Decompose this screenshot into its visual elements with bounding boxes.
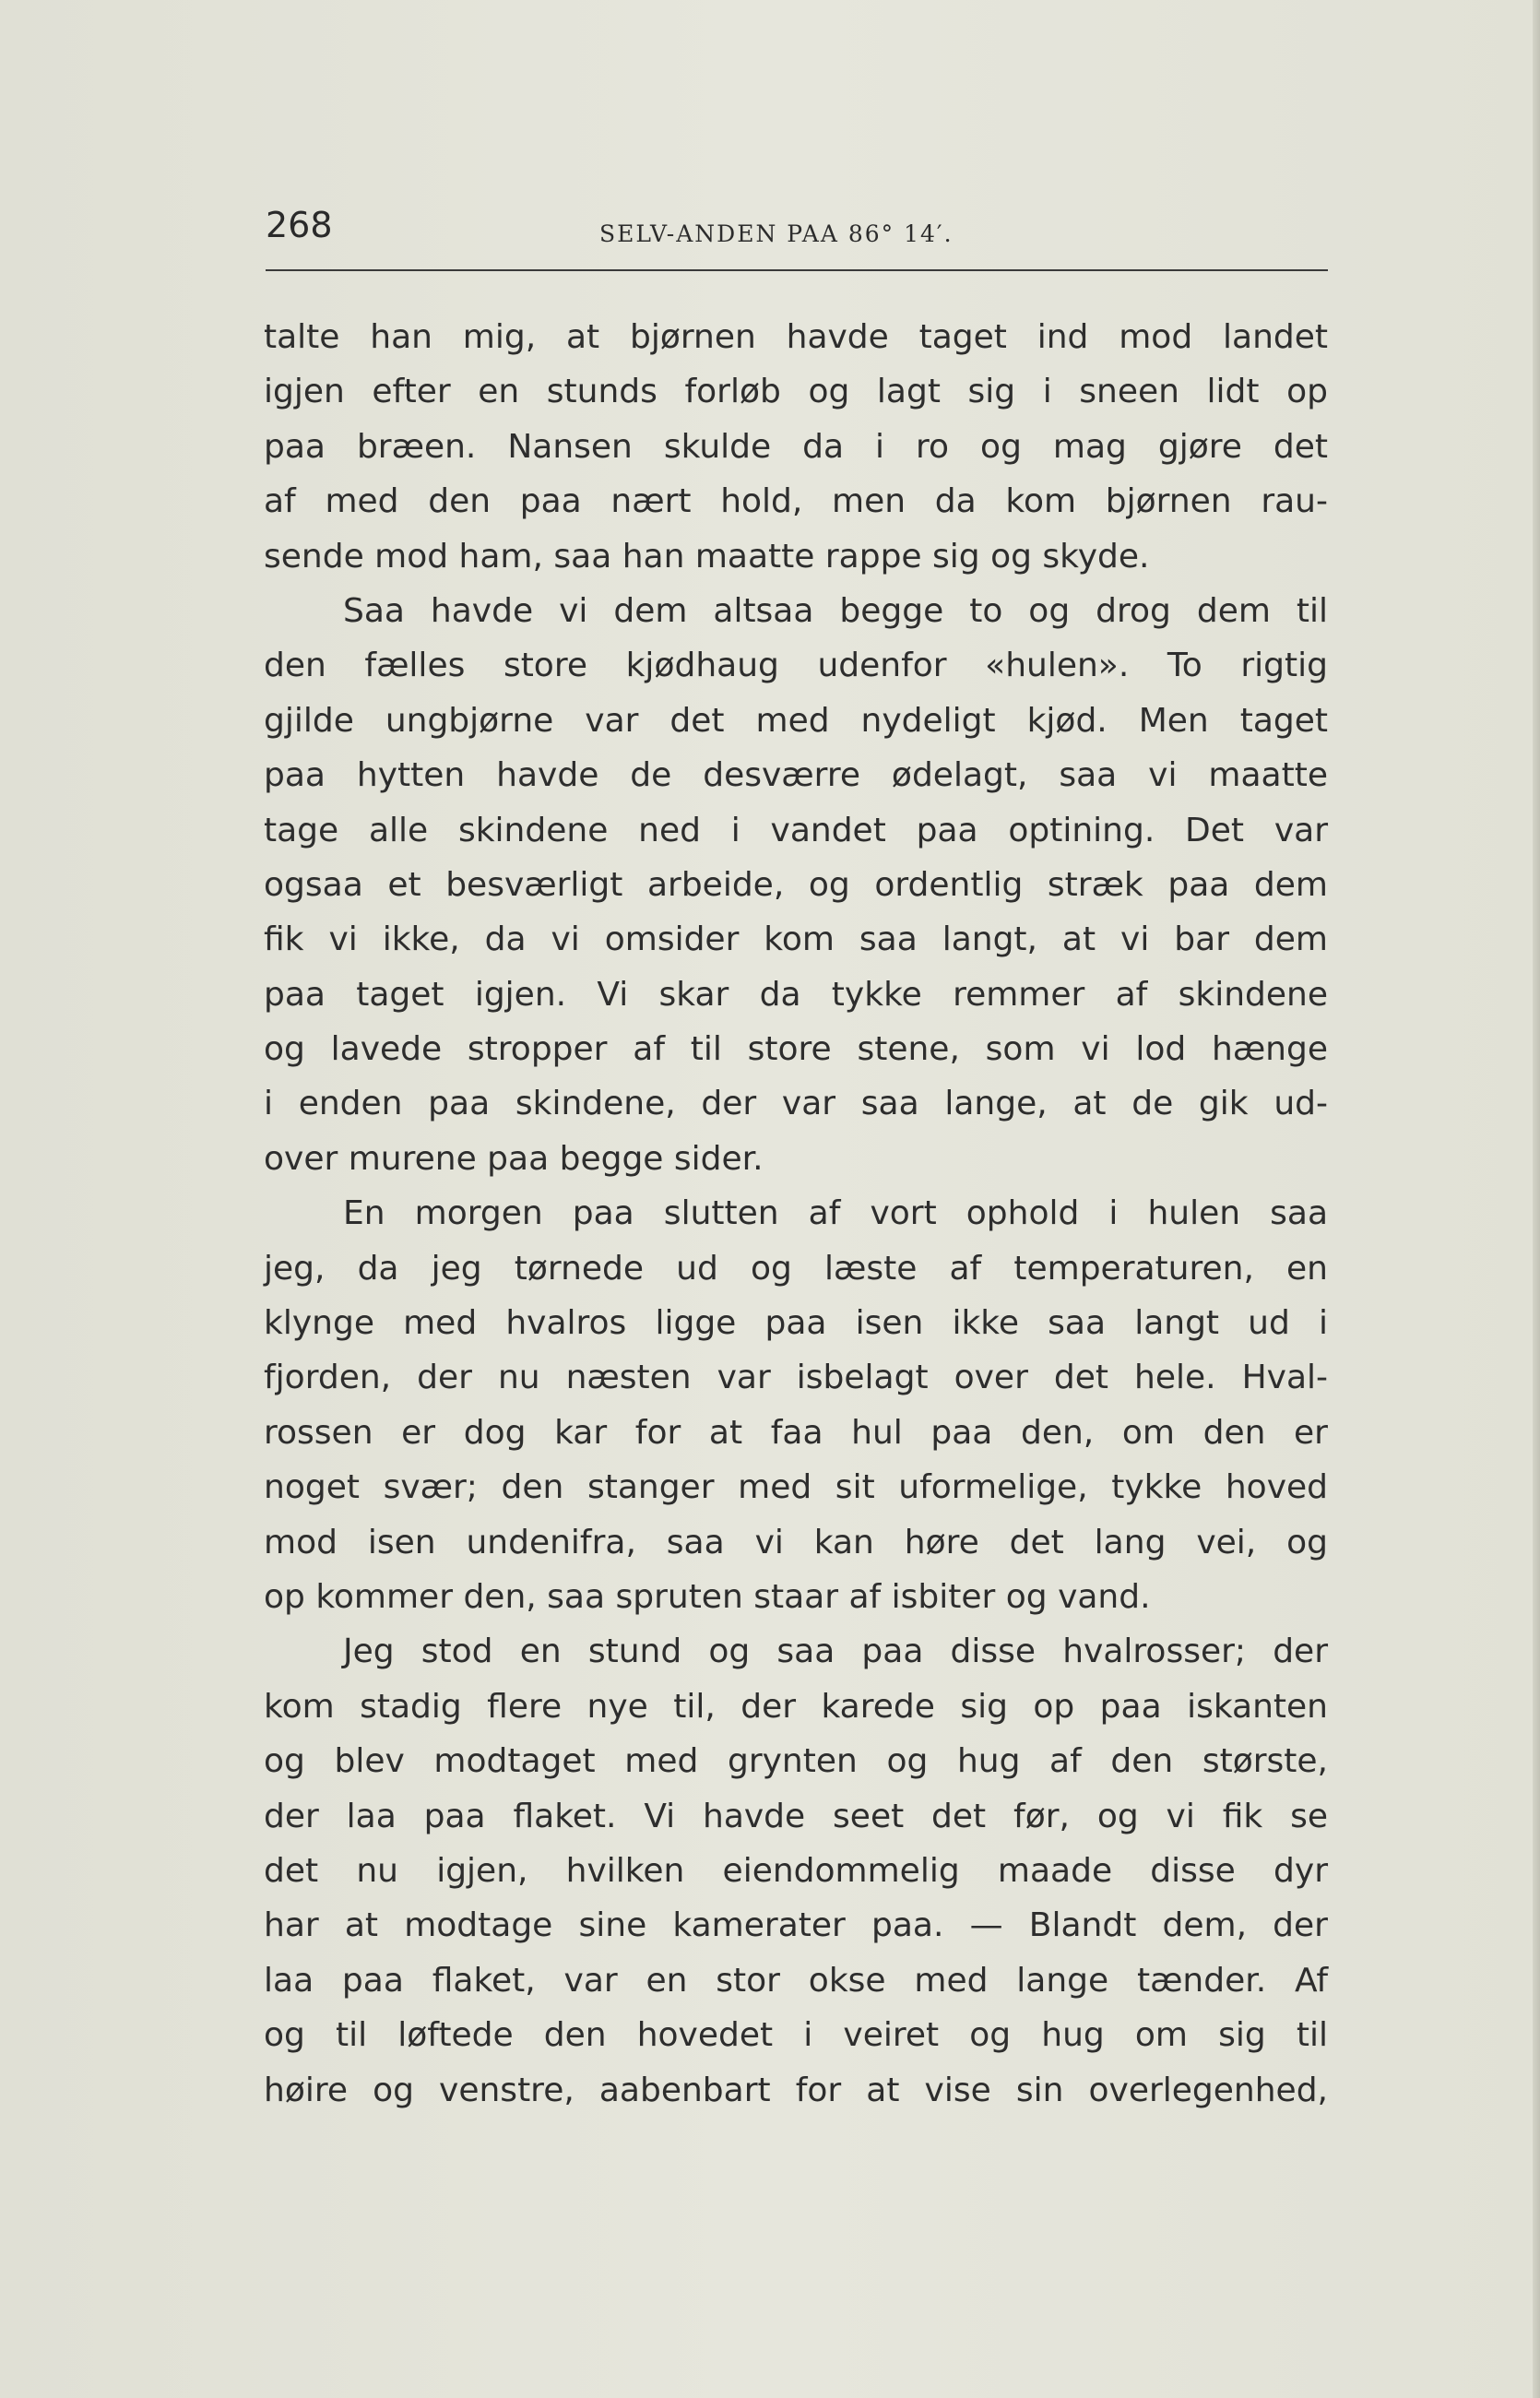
text-line: ogsaa et besværligt arbeide, og ordentlig stræk paa dem (264, 865, 1328, 904)
text-line: paa hytten havde de desværre ødelagt, saa vi maatte (264, 756, 1328, 795)
text-line: sende mod ham, saa han maatte rappe sig og skyde. (264, 537, 1150, 576)
body-text (264, 310, 1328, 2118)
text-line: fjorden, der nu næsten var isbelagt over det hele. Hval- (264, 1359, 1328, 1397)
text-line: laa paa flaket, var en stor okse med lange tænder. Af (264, 1961, 1328, 2000)
text-line: rossen er dog kar for at faa hul paa den, om den er (264, 1413, 1328, 1452)
text-line: jeg, da jeg tørnede ud og læste af temperaturen, en (264, 1249, 1328, 1288)
text-line: op kommer den, saa spruten staar af isbiter og vand. (264, 1577, 1151, 1616)
text-line: og lavede stropper af til store stene, som vi lod hænge (264, 1030, 1328, 1069)
text-line: tage alle skindene ned i vandet paa optining. Det var (264, 811, 1328, 849)
text-line: og blev modtaget med grynten og hug af den største, (264, 1742, 1328, 1781)
header-rule (266, 269, 1328, 271)
text-line: klynge med hvalros ligge paa isen ikke saa langt ud i (264, 1304, 1328, 1343)
text-line: mod isen undenifra, saa vi kan høre det lang vei, og (264, 1523, 1328, 1561)
text-line: fik vi ikke, da vi omsider kom saa langt, at vi bar dem (264, 920, 1328, 959)
text-line: paa taget igjen. Vi skar da tykke remmer af skindene (264, 975, 1328, 1014)
text-line: over murene paa begge sider. (264, 1139, 764, 1178)
text-line: kom stadig flere nye til, der karede sig op paa iskanten (264, 1687, 1328, 1726)
text-line: og til løftede den hovedet i veiret og hug om sig til (264, 2016, 1328, 2055)
text-line: En morgen paa slutten af vort ophold i hulen saa (343, 1194, 1328, 1233)
text-line: talte han mig, at bjørnen havde taget ind mod landet (264, 318, 1328, 356)
text-line: der laa paa flaket. Vi havde seet det før, og vi fik se (264, 1797, 1328, 1835)
running-title: SELV-ANDEN PAA 86° 14′. (599, 220, 954, 247)
text-line: den fælles store kjødhaug udenfor «hulen». To rigtig (264, 647, 1328, 685)
text-line: har at modtage sine kamerater paa. — Blandt dem, der (264, 1906, 1328, 1945)
text-line: af med den paa nært hold, men da kom bjørnen rau- (264, 482, 1328, 521)
text-line: igjen efter en stunds forløb og lagt sig i sneen lidt op (264, 373, 1328, 411)
page-number: 268 (266, 205, 333, 245)
text-line: noget svær; den stanger med sit uformelige, tykke hoved (264, 1468, 1328, 1507)
text-line: det nu igjen, hvilken eiendommelig maade disse dyr (264, 1851, 1328, 1890)
text-line: gjilde ungbjørne var det med nydeligt kjød. Men taget (264, 701, 1328, 740)
page-edge (1533, 0, 1540, 2398)
text-line: Jeg stod en stund og saa paa disse hvalrosser; der (343, 1632, 1328, 1671)
text-line: Saa havde vi dem altsaa begge to og drog dem til (343, 591, 1328, 630)
text-line: paa bræen. Nansen skulde da i ro og mag gjøre det (264, 427, 1328, 466)
text-line: høire og venstre, aabenbart for at vise sin overlegenhed, (264, 2071, 1328, 2109)
text-line: i enden paa skindene, der var saa lange, at de gik ud- (264, 1085, 1328, 1123)
page-header (266, 205, 1328, 269)
